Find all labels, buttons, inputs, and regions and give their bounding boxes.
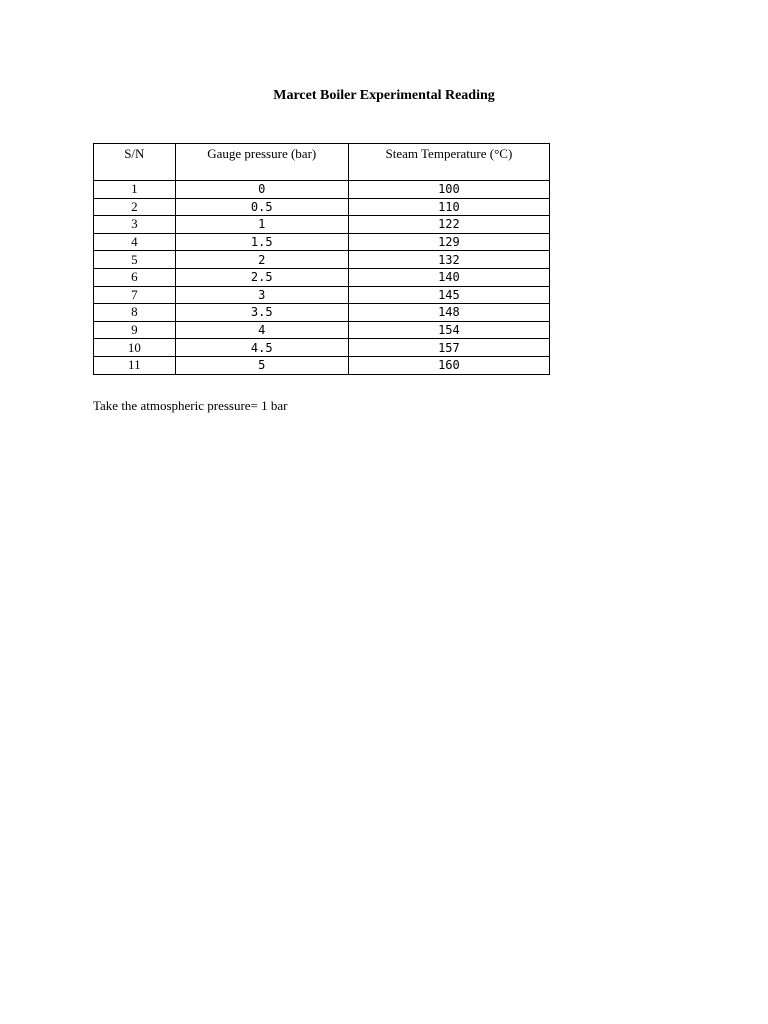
cell-gauge-pressure: 0.5 — [175, 198, 348, 216]
cell-sn: 5 — [94, 251, 176, 269]
cell-sn: 3 — [94, 216, 176, 234]
header-sn: S/N — [94, 144, 176, 181]
cell-steam-temperature: 122 — [348, 216, 549, 234]
document-title: Marcet Boiler Experimental Reading — [273, 88, 495, 103]
cell-gauge-pressure: 3.5 — [175, 304, 348, 322]
cell-steam-temperature: 157 — [348, 339, 549, 357]
table-row — [94, 198, 550, 216]
table-row — [94, 321, 550, 339]
cell-gauge-pressure: 2 — [175, 251, 348, 269]
header-gauge-pressure: Gauge pressure (bar) — [175, 144, 348, 181]
cell-gauge-pressure: 1 — [175, 216, 348, 234]
cell-sn: 6 — [94, 268, 176, 286]
table-row — [94, 268, 550, 286]
cell-sn: 7 — [94, 286, 176, 304]
table-row — [94, 356, 550, 374]
table-row — [94, 304, 550, 322]
cell-sn: 11 — [94, 356, 176, 374]
table-row — [94, 339, 550, 357]
cell-steam-temperature: 140 — [348, 268, 549, 286]
cell-sn: 1 — [94, 181, 176, 199]
readings-table — [93, 143, 550, 375]
cell-steam-temperature: 145 — [348, 286, 549, 304]
table-header-row — [94, 144, 550, 181]
cell-sn: 4 — [94, 233, 176, 251]
cell-steam-temperature: 129 — [348, 233, 549, 251]
cell-gauge-pressure: 0 — [175, 181, 348, 199]
cell-steam-temperature: 110 — [348, 198, 549, 216]
cell-sn: 10 — [94, 339, 176, 357]
cell-gauge-pressure: 4 — [175, 321, 348, 339]
cell-gauge-pressure: 2.5 — [175, 268, 348, 286]
cell-steam-temperature: 154 — [348, 321, 549, 339]
cell-gauge-pressure: 5 — [175, 356, 348, 374]
cell-gauge-pressure: 4.5 — [175, 339, 348, 357]
cell-sn: 9 — [94, 321, 176, 339]
table-body — [94, 181, 550, 375]
cell-sn: 2 — [94, 198, 176, 216]
cell-gauge-pressure: 1.5 — [175, 233, 348, 251]
table-row — [94, 251, 550, 269]
cell-steam-temperature: 148 — [348, 304, 549, 322]
cell-steam-temperature: 100 — [348, 181, 549, 199]
table-row — [94, 216, 550, 234]
cell-sn: 8 — [94, 304, 176, 322]
cell-steam-temperature: 160 — [348, 356, 549, 374]
cell-steam-temperature: 132 — [348, 251, 549, 269]
cell-gauge-pressure: 3 — [175, 286, 348, 304]
table-row — [94, 286, 550, 304]
atmospheric-pressure-note: Take the atmospheric pressure= 1 bar — [93, 398, 288, 413]
table-row — [94, 233, 550, 251]
header-steam-temperature: Steam Temperature (°C) — [348, 144, 549, 181]
table-row — [94, 181, 550, 199]
